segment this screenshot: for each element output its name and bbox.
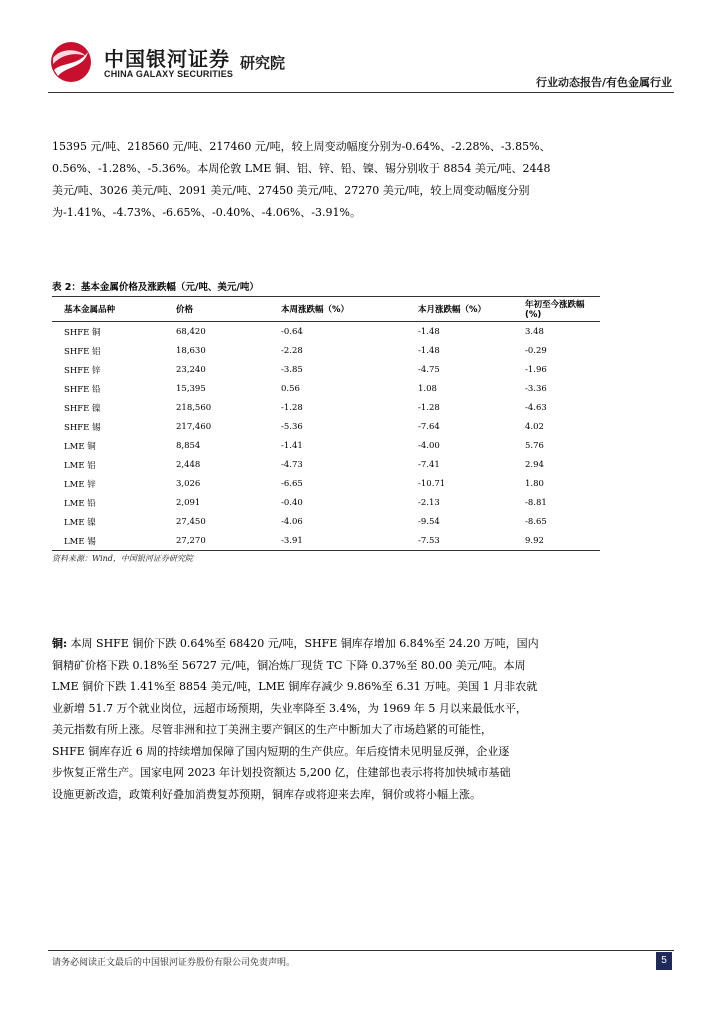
- table-cell: SHFE 铜: [64, 327, 101, 338]
- table-cell: -1.96: [525, 364, 547, 375]
- paragraph-line: SHFE 铜库存近 6 周的持续增加保障了国内短期的生产供应。年后疫情未见明显反弹，企业逐: [52, 744, 510, 758]
- header-cell: 年初至今涨跌幅(%): [513, 297, 600, 322]
- table-cell: SHFE 铝: [64, 346, 101, 357]
- table-cell: 15,395: [176, 383, 206, 394]
- table-cell: -8.65: [525, 516, 547, 527]
- table-cell: -7.64: [418, 421, 440, 432]
- paragraph-text: 本周 SHFE 铜价下跌 0.64%至 68420 元/吨，SHFE 铜库存增加 6.84%至 24.20 万吨，国内: [67, 637, 539, 650]
- table-row: [52, 474, 600, 493]
- table-cell: -7.53: [406, 531, 513, 551]
- table-cell: 27,450: [176, 516, 206, 527]
- table-cell: 217,460: [176, 421, 212, 432]
- table-cell: LME 铜: [64, 441, 96, 452]
- paragraph-line: 15395 元/吨、218560 元/吨、217460 元/吨，较上周变动幅度分别为-0.64%、-2.28%、-3.85%、: [52, 140, 551, 153]
- paragraph-line: 设施更新改造，政策利好叠加消费复苏预期，铜库存或将迎来去库，铜价或将小幅上涨。: [52, 787, 481, 801]
- table-row: [52, 341, 600, 360]
- table-cell: -2.28: [281, 345, 303, 356]
- logo-institute-name: 研究院: [240, 54, 286, 72]
- table-row: [52, 455, 600, 474]
- table-cell: SHFE 锌: [64, 365, 101, 376]
- price-summary-paragraph: [52, 136, 552, 224]
- table-header-row: [52, 297, 600, 322]
- table-cell: -2.13: [418, 497, 440, 508]
- page-number: 5: [656, 952, 672, 970]
- disclaimer-note: 请务必阅读正文最后的中国银河证券股份有限公司免责声明。: [52, 958, 296, 968]
- table-cell: SHFE 镍: [64, 403, 101, 414]
- metal-price-table: [52, 296, 600, 551]
- table-cell: -1.48: [418, 326, 440, 337]
- table-cell: -0.64: [281, 326, 303, 337]
- table-cell: LME 铝: [64, 460, 96, 471]
- table-cell: LME 锡: [52, 531, 164, 551]
- table-cell: -3.36: [525, 383, 547, 394]
- table-row: [52, 417, 600, 436]
- table-cell: 2,091: [176, 497, 201, 508]
- table-cell: -3.85: [281, 364, 303, 375]
- header-divider: [48, 92, 674, 93]
- table-cell: LME 锌: [64, 479, 96, 490]
- table-cell: 3,026: [176, 478, 201, 489]
- table-cell: 4.02: [525, 421, 544, 432]
- table-caption: 表 2：基本金属价格及涨跌幅（元/吨、美元/吨）: [52, 282, 259, 293]
- table-row: [52, 493, 600, 512]
- table-cell: 18,630: [176, 345, 206, 356]
- paragraph-line: 美元/吨、3026 美元/吨、2091 美元/吨、27450 美元/吨、27270 美元/吨，较上周变动幅度分别: [52, 184, 530, 197]
- logo-chinese-name: 中国银河证券: [104, 47, 230, 71]
- table-cell: 0.56: [281, 383, 300, 394]
- paragraph-lead: 铜:: [52, 637, 68, 650]
- paragraph-line: 美元指数有所上涨。尽管非洲和拉丁美洲主要产铜区的生产中断加大了市场趋紧的可能性，: [52, 723, 492, 736]
- header-cell: 基本金属品种: [52, 297, 164, 322]
- table-cell: SHFE 锡: [64, 422, 101, 433]
- table-cell: 23,240: [176, 364, 206, 375]
- table-row: [52, 512, 600, 531]
- table-row: [52, 436, 600, 455]
- paragraph-line: 铜精矿价格下跌 0.18%至 56727 元/吨，铜冶炼厂现货 TC 下降 0.37%至 80.00 美元/吨。本周: [52, 658, 526, 672]
- header-cell: 本周涨跌幅（%）: [269, 297, 406, 322]
- paragraph-line: 0.56%、-1.28%、-5.36%。本周伦敦 LME 铜、铝、锌、铅、镍、锡分别收于 8854 美元/吨、2448: [52, 162, 551, 175]
- table-row: [52, 360, 600, 379]
- table-cell: -10.71: [418, 478, 446, 489]
- table-cell: 2,448: [176, 459, 201, 470]
- table-cell: 218,560: [176, 402, 212, 413]
- table-cell: 9.92: [513, 531, 600, 551]
- copper-analysis-paragraph: [52, 633, 539, 805]
- paragraph-line: 为-1.41%、-4.73%、-6.65%、-0.40%、-4.06%、-3.91%。: [52, 206, 361, 219]
- galaxy-logo-icon: [48, 40, 94, 84]
- logo-english-name: CHINA GALAXY SECURITIES: [104, 69, 234, 79]
- table-cell: -0.40: [281, 497, 303, 508]
- table-cell: 27,270: [164, 531, 269, 551]
- header-cell: 价格: [164, 297, 269, 322]
- table-cell: -8.81: [525, 497, 547, 508]
- table-cell: -4.06: [281, 516, 303, 527]
- table-cell: -4.00: [418, 440, 440, 451]
- table-cell: 3.48: [525, 326, 544, 337]
- table-cell: -4.73: [281, 459, 303, 470]
- table-row: [52, 398, 600, 417]
- paragraph-line: 步恢复正常生产。国家电网 2023 年计划投资额达 5,200 亿，住建部也表示将将加快城市基础: [52, 766, 511, 779]
- table-cell: -1.28: [281, 402, 303, 413]
- table-source-note: 资料来源：Wind，中国银河证券研究院: [52, 554, 193, 563]
- table-cell: LME 镍: [64, 517, 96, 528]
- table-row: [52, 379, 600, 398]
- table-cell: LME 铅: [64, 498, 96, 509]
- table-cell: 1.08: [418, 383, 437, 394]
- table-cell: -1.48: [418, 345, 440, 356]
- table-cell: 1.80: [525, 478, 544, 489]
- table-cell: 5.76: [525, 440, 544, 451]
- header-cell: 本月涨跌幅（%）: [406, 297, 513, 322]
- table-cell: -7.41: [418, 459, 440, 470]
- paragraph-line: 业新增 51.7 万个就业岗位，远超市场预期，失业率降至 3.4%，为 1969 年 5 月以来最低水平，: [52, 701, 527, 715]
- table-cell: -6.65: [281, 478, 303, 489]
- paragraph-line: LME 铜价下跌 1.41%至 8854 美元/吨，LME 铜库存减少 9.86%至 6.31 万吨。美国 1 月非农就: [52, 680, 538, 693]
- table-cell: -4.75: [418, 364, 440, 375]
- table-cell: -0.29: [525, 345, 547, 356]
- table-row: [52, 322, 600, 342]
- footer-divider: [48, 950, 674, 951]
- table-cell: 8,854: [176, 440, 201, 451]
- table-cell: -1.41: [281, 440, 303, 451]
- report-category: 行业动态报告/有色金属行业: [535, 76, 672, 89]
- table-cell: -5.36: [281, 421, 303, 432]
- table-cell: -1.28: [418, 402, 440, 413]
- paragraph-line: [52, 633, 539, 655]
- table-cell: 68,420: [176, 326, 206, 337]
- table-cell: -3.91: [269, 531, 406, 551]
- table-cell: SHFE 铅: [64, 384, 101, 395]
- table-row: [52, 531, 600, 551]
- table-cell: -4.63: [525, 402, 547, 413]
- table-cell: 2.94: [525, 459, 544, 470]
- table-cell: -9.54: [418, 516, 440, 527]
- company-logo: [48, 40, 298, 84]
